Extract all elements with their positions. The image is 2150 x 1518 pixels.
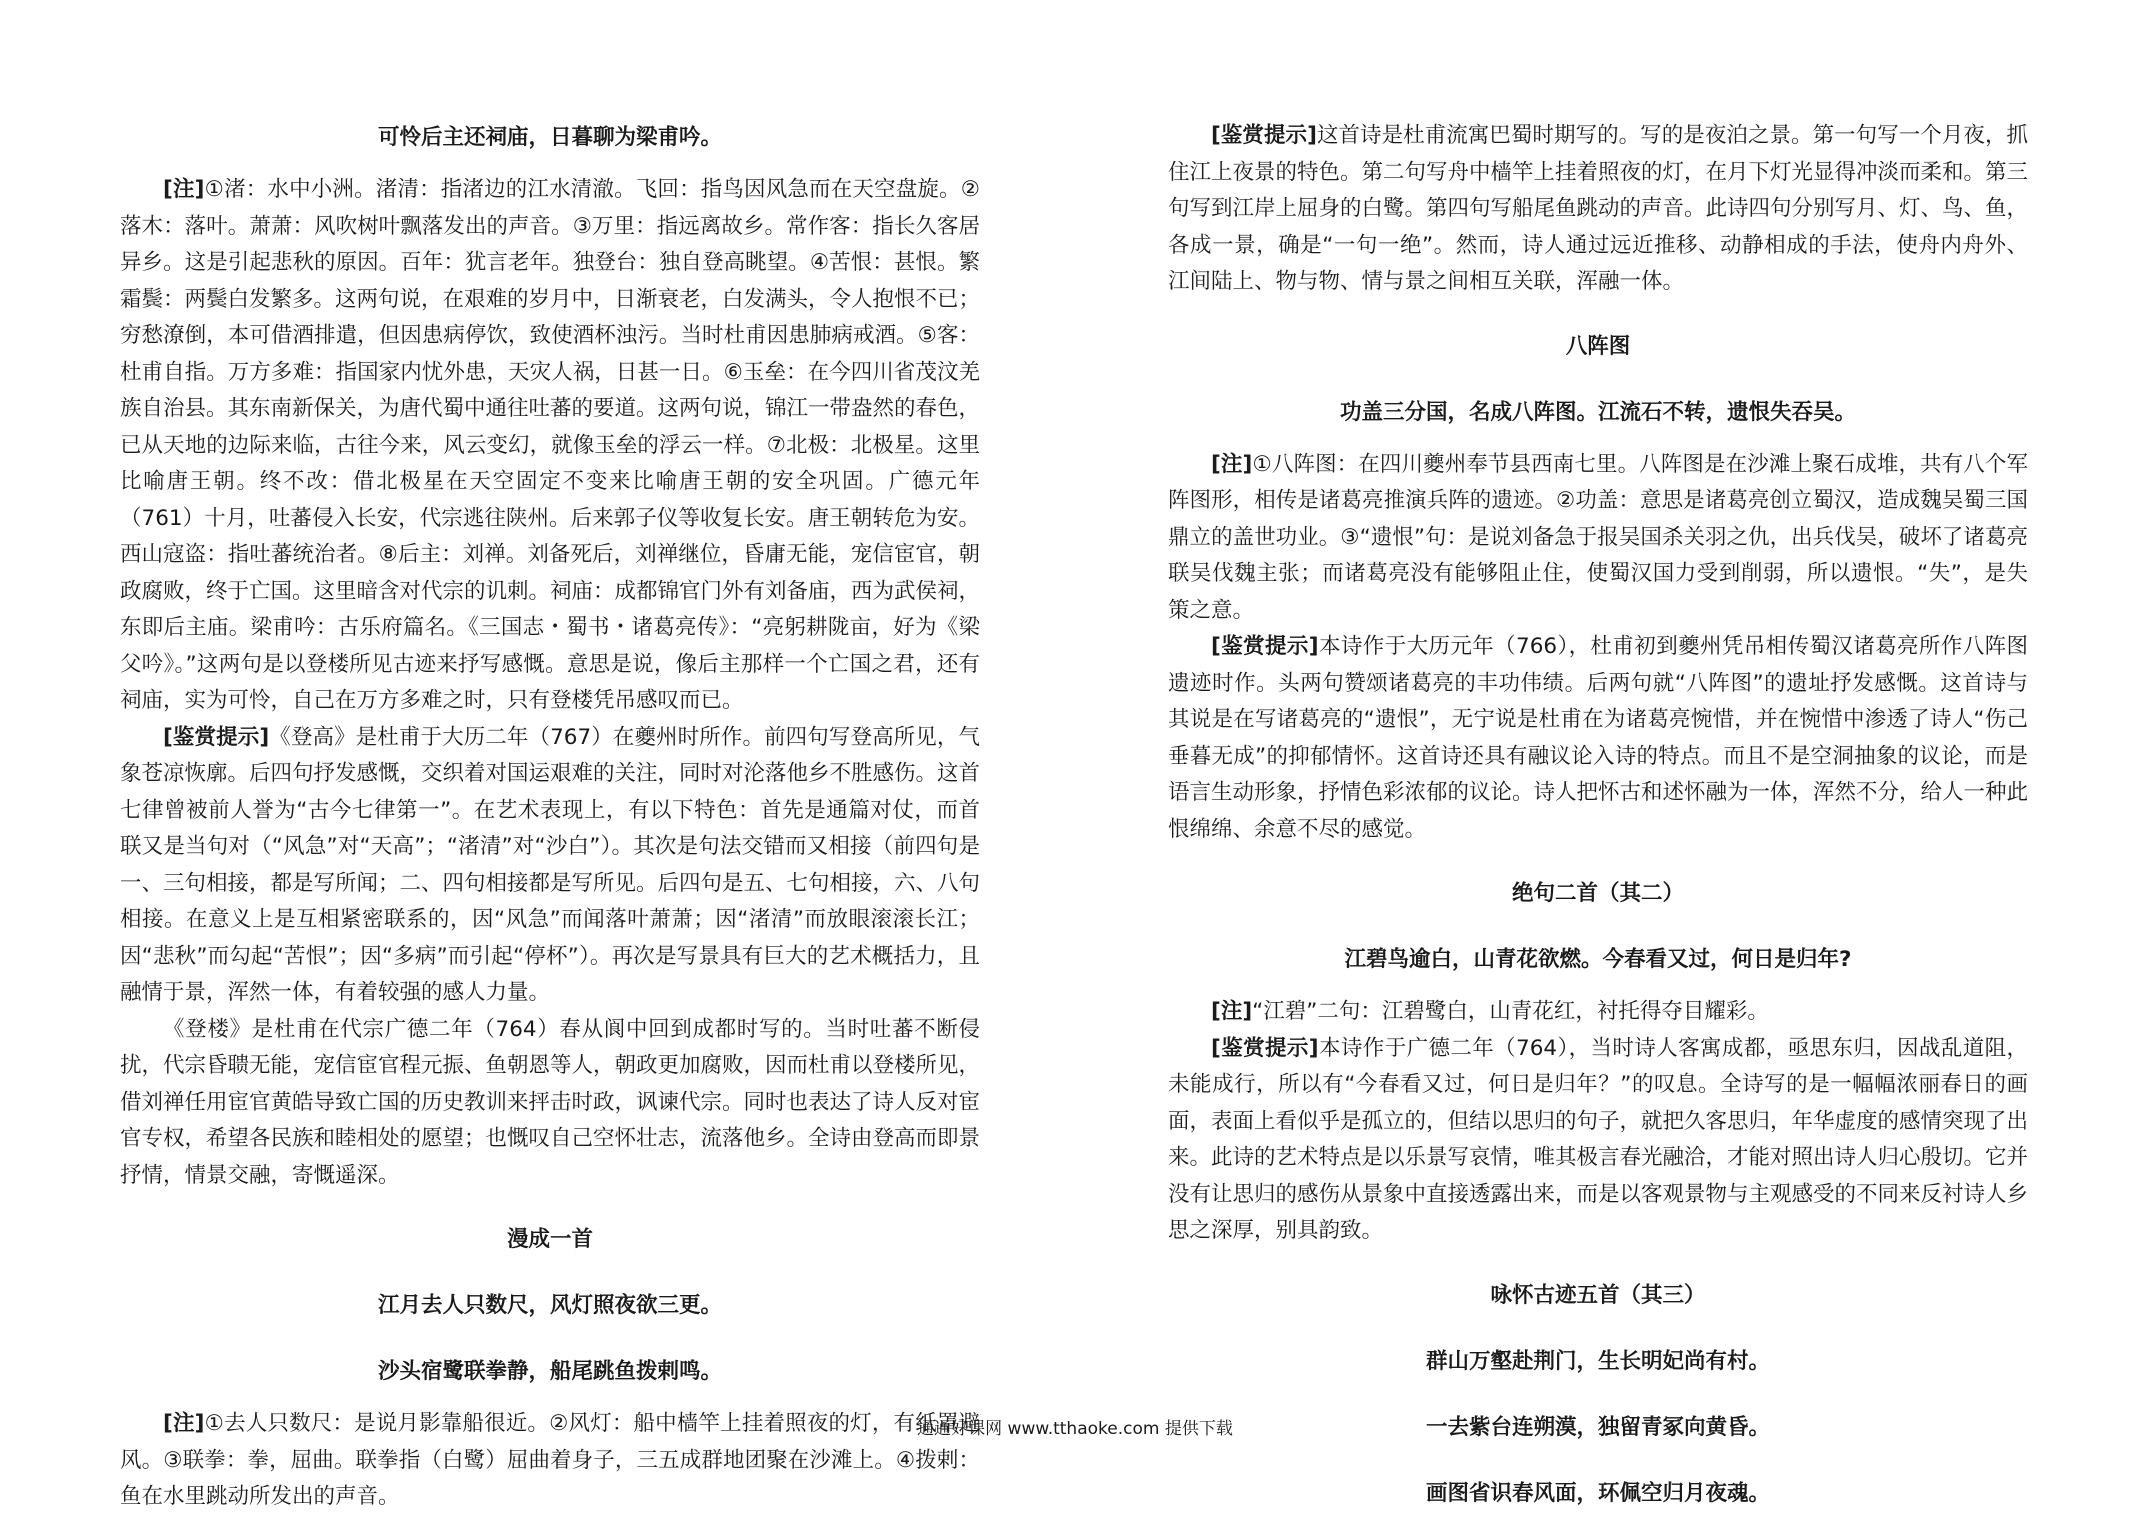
verse-line: 画图省识春风面，环佩空归月夜魂。 <box>1425 1480 1770 1506</box>
right-column <box>1168 118 2028 1514</box>
appreciation-paragraph <box>1168 118 2028 301</box>
poem-title: 咏怀古迹五首（其三） <box>1490 1282 1706 1308</box>
appreciation-paragraph <box>1168 629 2028 848</box>
poem-title: 漫成一首 <box>506 1227 593 1252</box>
appreciation-text: 《登高》是杜甫于大历二年（767）在夔州时所作。前四句写登高所见，气象苍凉恢廓。后四句抒发感慨，交织着对国运艰难的关注，同时对沦落他乡不胜感伤。这首七律曾被前人誉为“古今七律第一”。在艺术表现上，有以下特色：首先是通篇对仗，而首联又是当句对（“风急”对“天高”；“渚清”对“沙白”）。其次是句法交错而又相接（前四句是一、三句相接，都是写所闻；二、四句相接都是写所见。后四句是五、七句相接，六、八句相接。在意义上是互相紧密联系的，因“风急”而闻落叶萧萧；因“渚清”而放眼滚滚长江；因“悲秋”而勾起“苦恨”；因“多病”而引起“停杯”）。再次是写景具有巨大的艺术概括力，且融情于景，浑然一体，有着较强的感人力量。 <box>120 724 981 1005</box>
verse-line: 群山万壑赴荆门，生长明妃尚有村。 <box>1425 1348 1770 1374</box>
appreciation-text: 这首诗是杜甫流寓巴蜀时期写的。写的是夜泊之景。第一句写一个月夜，抓住江上夜景的特色。第二句写舟中樯竿上挂着照夜的灯，在月下灯光显得冲淡而柔和。第三句写到江岸上屈身的白鹭。第四句写船尾鱼跳动的声音。此诗四句分别写月、灯、鸟、鱼，各成一景，确是“一句一绝”。然而，诗人通过远近推移、动静相成的手法，使舟内舟外、江间陆上、物与物、情与景之间相互关联，浑融一体。 <box>1168 123 2029 294</box>
page-footer: 通通好课网 www.tthaoke.com 提供下载 <box>917 1419 1233 1439</box>
note-tag: [注] <box>163 1411 205 1436</box>
appreciation-paragraph <box>1168 1031 2028 1250</box>
note-text: ①渚：水中小洲。渚清：指渚边的江水清澈。飞回：指鸟因风急而在天空盘旋。②落木：落叶。萧萧：风吹树叶飘落发出的声音。③万里：指远离故乡。常作客：指长久客居异乡。这是引起悲秋的原因。百年：犹言老年。独登台：独自登高眺望。④苦恨：甚恨。繁霜鬓：两鬓白发繁多。这两句说，在艰难的岁月中，日渐衰老，白发满头，令人抱恨不已；穷愁潦倒，本可借酒排遣，但因患病停饮，致使酒杯浊污。当时杜甫因患肺病戒酒。⑤客：杜甫自指。万方多难：指国家内忧外患，天灾人祸，日甚一日。⑥玉垒：在今四川省茂汶羌族自治县。其东南新保关，为唐代蜀中通往吐蕃的要道。这两句说，锦江一带盎然的春色，已从天地的边际来临，古往今来，风云变幻，就像玉垒的浮云一样。⑦北极：北极星。这里比喻唐王朝。终不改：借北极星在天空固定不变来比喻唐王朝的安全巩固。广德元年（761）十月，吐蕃侵入长安，代宗逃往陕州。后来郭子仪等收复长安。唐王朝转危为安。西山寇盗：指吐蕃统治者。⑧后主：刘禅。刘备死后，刘禅继位，昏庸无能，宠信宦官，朝政腐败，终于亡国。这里暗含对代宗的讥刺。祠庙：成都锦官门外有刘备庙，西为武侯祠，东即后主庙。梁甫吟：古乐府篇名。《三国志・蜀书・诸葛亮传》：“亮躬耕陇亩，好为《梁父吟》。”这两句是以登楼所见古迹来抒写感慨。意思是说，像后主那样一个亡国之君，还有祠庙，实为可怜，自己在万方多难之时，只有登楼凭吊感叹而已。 <box>120 177 981 713</box>
note-text: ①去人只数尺：是说月影靠船很近。②风灯：船中樯竿上挂着照夜的灯，有纸罩避风。③联拳：拳，屈曲。联拳指（白鹭）屈曲着身子，三五成群地团聚在沙滩上。④拨剌：鱼在水里跳动所发出的声音。 <box>120 1411 980 1509</box>
verse-line: 可怜后主还祠庙，日暮聊为梁甫吟。 <box>377 125 722 150</box>
appreciation-tag: [鉴赏提示] <box>163 724 270 750</box>
verse-line: 江碧鸟逾白，山青花欲燃。今春看又过，何日是归年? <box>1344 947 1852 972</box>
note-tag: [注] <box>163 177 205 202</box>
note-text: ①八阵图：在四川夔州奉节县西南七里。八阵图是在沙滩上聚石成堆，共有八个军阵图形，相传是诸葛亮推演兵阵的遗迹。②功盖：意思是诸葛亮创立蜀汉，造成魏吴蜀三国鼎立的盖世功业。③“遗恨”句：是说刘备急于报吴国杀关羽之仇，出兵伐吴，破坏了诸葛亮联吴伐魏主张；而诸葛亮没有能够阻止住，使蜀汉国力受到削弱，所以遗恨。“失”，是失策之意。 <box>1168 451 2029 623</box>
verse-line: 功盖三分国，名成八阵图。江流石不转，遗恨失吞吴。 <box>1339 399 1856 425</box>
body-paragraph: 《登楼》是杜甫在代宗广德二年（764）春从阆中回到成都时写的。当时吐蕃不断侵扰，代宗昏聩无能，宠信宦官程元振、鱼朝恩等人，朝政更加腐败，因而杜甫以登楼所见，借刘禅任用宦官黄皓导致亡国的历史教训来抨击时政，讽谏代宗。同时也表达了诗人反对宦官专权，希望各民族和睦相处的愿望；也慨叹自己空怀壮志，流落他乡。全诗由登高而即景抒情，情景交融，寄慨遥深。 <box>120 1016 981 1188</box>
appreciation-tag: [鉴赏提示] <box>1211 123 1317 148</box>
note-tag: [注] <box>1211 999 1253 1024</box>
verse-line: 一去紫台连朔漠，独留青冢向黄昏。 <box>1425 1414 1770 1440</box>
appreciation-text: 本诗作于大历元年（766），杜甫初到夔州凭吊相传蜀汉诸葛亮所作八阵图遗迹时作。头两句赞颂诸葛亮的丰功伟绩。后两句就“八阵图”的遗址抒发感慨。这首诗与其说是在写诸葛亮的“遗恨”，无宁说是杜甫在为诸葛亮惋惜，并在惋惜中渗透了诗人“伤己垂暮无成”的抑郁情怀。这首诗还具有融议论入诗的特点。而且不是空洞抽象的议论，而是语言生动形象，抒情色彩浓郁的议论。诗人把怀古和述怀融为一体，浑然不分，给人一种此恨绵绵、余意不尽的感觉。 <box>1168 634 2029 842</box>
verse-line: 沙头宿鹭联拳静，船尾跳鱼拨剌鸣。 <box>377 1359 722 1384</box>
note-paragraph <box>1168 447 2028 630</box>
poem-title: 八阵图 <box>1565 333 1631 359</box>
appreciation-tag: [鉴赏提示] <box>1211 1035 1319 1061</box>
note-paragraph <box>1168 994 2028 1031</box>
poem-title: 绝句二首（其二） <box>1511 881 1684 906</box>
verse-line: 江月去人只数尺，风灯照夜欲三更。 <box>377 1293 722 1318</box>
note-text: “江碧”二句：江碧鹭白，山青花红，衬托得夺目耀彩。 <box>1252 999 1769 1024</box>
left-column <box>120 118 980 1516</box>
note-paragraph <box>120 172 980 720</box>
appreciation-paragraph <box>120 720 980 1012</box>
note-tag: [注] <box>1211 451 1253 477</box>
appreciation-text: 本诗作于广德二年（764），当时诗人客寓成都，亟思东归，因战乱道阻，未能成行，所以有“今春看又过，何日是归年？”的叹息。全诗写的是一幅幅浓丽春日的画面，表面上看似乎是孤立的，但结以思归的句子，就把久客思归，年华虚度的感情突现了出来。此诗的艺术特点是以乐景写哀情，唯其极言春光融洽，才能对照出诗人归心殷切。它并没有让思归的感伤从景象中直接透露出来，而是以客观景物与主观感受的不同来反衬诗人乡思之深厚，别具韵致。 <box>1168 1035 2029 1243</box>
appreciation-tag: [鉴赏提示] <box>1211 634 1319 659</box>
